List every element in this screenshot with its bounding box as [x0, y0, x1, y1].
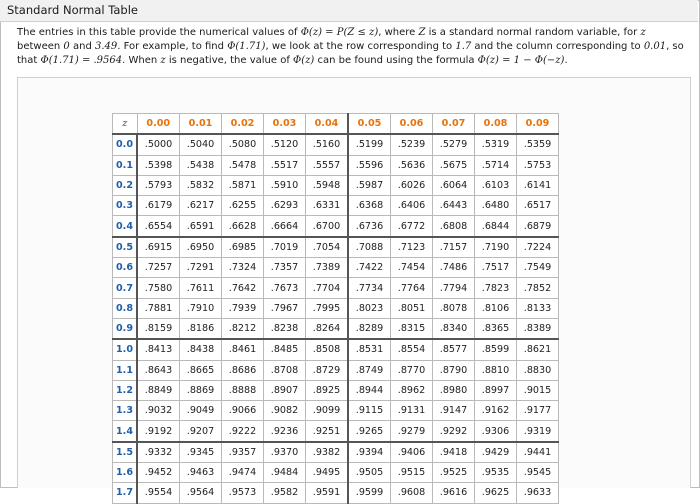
page-title: Standard Normal Table: [7, 3, 138, 17]
table-cell: .6736: [348, 216, 391, 237]
table-cell: .9131: [391, 401, 433, 421]
table-cell: .6700: [306, 216, 349, 237]
table-cell: .8790: [433, 360, 475, 380]
table-row: [113, 298, 559, 318]
table-cell: .8051: [391, 298, 433, 318]
table-row: [113, 380, 559, 400]
row-header: 0.1: [113, 155, 138, 175]
table-cell: .5239: [391, 134, 433, 155]
table-cell: .6628: [222, 216, 264, 237]
table-cell: .6293: [264, 196, 306, 216]
table-cell: .9418: [433, 442, 475, 463]
table-cell: .9505: [348, 463, 391, 483]
table-cell: .9319: [517, 421, 559, 442]
table-cell: .5832: [180, 175, 222, 195]
table-cell: .9049: [180, 401, 222, 421]
table-cell: .9306: [475, 421, 517, 442]
table-cell: .8289: [348, 318, 391, 339]
table-cell: .9032: [137, 401, 180, 421]
column-header: 0.07: [433, 114, 475, 135]
table-cell: .7422: [348, 258, 391, 278]
table-cell: .9441: [517, 442, 559, 463]
table-cell: .7995: [306, 298, 349, 318]
table-cell: .9066: [222, 401, 264, 421]
table-row: [113, 360, 559, 380]
table-row: [113, 318, 559, 339]
table-cell: .9236: [264, 421, 306, 442]
table-cell: .7088: [348, 237, 391, 258]
table-cell: .7939: [222, 298, 264, 318]
table-cell: .6368: [348, 196, 391, 216]
table-cell: .8907: [264, 380, 306, 400]
table-cell: .5675: [433, 155, 475, 175]
table-cell: .9251: [306, 421, 349, 442]
table-cell: .7580: [137, 278, 180, 298]
table-cell: .7642: [222, 278, 264, 298]
table-row: [113, 258, 559, 278]
table-cell: .9564: [180, 483, 222, 503]
table-cell: .9394: [348, 442, 391, 463]
table-cell: .8810: [475, 360, 517, 380]
table-cell: .9279: [391, 421, 433, 442]
table-cell: .8340: [433, 318, 475, 339]
table-cell: .9535: [475, 463, 517, 483]
intro-math: Φ(z) = 1 − Φ(−z): [477, 55, 565, 66]
table-row: [113, 278, 559, 298]
table-cell: .9515: [391, 463, 433, 483]
table-cell: .5793: [137, 175, 180, 195]
table-cell: .5948: [306, 175, 349, 195]
table-cell: .6808: [433, 216, 475, 237]
table-cell: .9633: [517, 483, 559, 503]
table-cell: .9616: [433, 483, 475, 503]
table-cell: .9015: [517, 380, 559, 400]
table-cell: .8212: [222, 318, 264, 339]
intro-math: 0: [63, 41, 70, 52]
table-cell: .7157: [433, 237, 475, 258]
intro-text: is a standard normal random variable, for: [425, 27, 641, 38]
intro-text: . When: [122, 55, 161, 66]
table-cell: .9525: [433, 463, 475, 483]
column-header: 0.09: [517, 114, 559, 135]
row-header: 1.1: [113, 360, 138, 380]
column-header: 0.06: [391, 114, 433, 135]
table-cell: .6179: [137, 196, 180, 216]
table-cell: .7673: [264, 278, 306, 298]
table-cell: .9406: [391, 442, 433, 463]
table-cell: .8997: [475, 380, 517, 400]
table-cell: .9115: [348, 401, 391, 421]
table-cell: .8849: [137, 380, 180, 400]
table-cell: .9495: [306, 463, 349, 483]
row-header: 0.3: [113, 196, 138, 216]
intro-text: , we look at the row corresponding to: [265, 41, 456, 52]
intro-math: Φ(1.71) = .9564: [40, 55, 123, 66]
row-header: 0.4: [113, 216, 138, 237]
table-cell: .7881: [137, 298, 180, 318]
table-cell: .8238: [264, 318, 306, 339]
intro-text: . For example, to find: [117, 41, 228, 52]
table-cell: .8944: [348, 380, 391, 400]
table-cell: .7389: [306, 258, 349, 278]
table-cell: .7764: [391, 278, 433, 298]
table-cell: .5596: [348, 155, 391, 175]
table-cell: .9222: [222, 421, 264, 442]
table-cell: .7054: [306, 237, 349, 258]
table-cell: .9357: [222, 442, 264, 463]
table-cell: .6772: [391, 216, 433, 237]
table-cell: .7704: [306, 278, 349, 298]
table-cell: .8643: [137, 360, 180, 380]
table-cell: .6103: [475, 175, 517, 195]
table-cell: .7910: [180, 298, 222, 318]
table-cell: .5040: [180, 134, 222, 155]
table-cell: .8106: [475, 298, 517, 318]
table-cell: .6554: [137, 216, 180, 237]
table-cell: .6026: [391, 175, 433, 195]
table-cell: .8830: [517, 360, 559, 380]
table-cell: .9463: [180, 463, 222, 483]
table-cell: .7794: [433, 278, 475, 298]
table-cell: .8159: [137, 318, 180, 339]
table-cell: .5636: [391, 155, 433, 175]
table-cell: .7123: [391, 237, 433, 258]
table-cell: .8078: [433, 298, 475, 318]
table-cell: .6255: [222, 196, 264, 216]
table-cell: .5120: [264, 134, 306, 155]
table-cell: .5871: [222, 175, 264, 195]
intro-text: and: [69, 41, 95, 52]
table-cell: .8770: [391, 360, 433, 380]
table-cell: .7224: [517, 237, 559, 258]
table-cell: .6064: [433, 175, 475, 195]
table-cell: .8365: [475, 318, 517, 339]
table-cell: .7517: [475, 258, 517, 278]
intro-text: is negative, the value of: [165, 55, 294, 66]
table-cell: .9382: [306, 442, 349, 463]
table-cell: .5478: [222, 155, 264, 175]
table-cell: .9591: [306, 483, 349, 503]
table-cell: .9147: [433, 401, 475, 421]
table-cell: .8888: [222, 380, 264, 400]
intro-math: Φ(z) = P(Z ≤ z): [300, 27, 379, 38]
table-cell: .5910: [264, 175, 306, 195]
table-cell: .6141: [517, 175, 559, 195]
table-cell: .9345: [180, 442, 222, 463]
intro-text: between: [17, 41, 64, 52]
table-cell: .9582: [264, 483, 306, 503]
table-row: [113, 401, 559, 421]
table-row: [113, 155, 559, 175]
table-cell: .8869: [180, 380, 222, 400]
table-cell: .6443: [433, 196, 475, 216]
table-cell: .9292: [433, 421, 475, 442]
table-cell: .5753: [517, 155, 559, 175]
table-cell: .5714: [475, 155, 517, 175]
table-cell: .9099: [306, 401, 349, 421]
table-cell: .8708: [264, 360, 306, 380]
table-cell: .6517: [517, 196, 559, 216]
table-cell: .8749: [348, 360, 391, 380]
row-header: 1.2: [113, 380, 138, 400]
table-cell: .8980: [433, 380, 475, 400]
row-header: 0.8: [113, 298, 138, 318]
table-cell: .8186: [180, 318, 222, 339]
intro-text: The entries in this table provide the numerical values of: [17, 27, 301, 38]
intro-text: , so that: [17, 41, 684, 66]
table-row: [113, 134, 559, 155]
table-cell: .8554: [391, 339, 433, 360]
standard-normal-table: [112, 113, 559, 504]
column-header: 0.04: [306, 114, 349, 135]
row-header: 1.7: [113, 483, 138, 503]
table-cell: .6985: [222, 237, 264, 258]
table-cell: .6664: [264, 216, 306, 237]
row-header: 1.4: [113, 421, 138, 442]
intro-text: , where: [378, 27, 419, 38]
table-cell: .5080: [222, 134, 264, 155]
table-cell: .8599: [475, 339, 517, 360]
intro-math: Φ(z): [293, 55, 315, 66]
table-cell: .6591: [180, 216, 222, 237]
table-cell: .9573: [222, 483, 264, 503]
table-row: [113, 237, 559, 258]
table-cell: .5438: [180, 155, 222, 175]
table-cell: .7734: [348, 278, 391, 298]
table-cell: .5517: [264, 155, 306, 175]
table-cell: .7257: [137, 258, 180, 278]
table-cell: .5398: [137, 155, 180, 175]
table-cell: .9599: [348, 483, 391, 503]
table-cell: .8485: [264, 339, 306, 360]
table-cell: .7357: [264, 258, 306, 278]
table-cell: .7549: [517, 258, 559, 278]
table-cell: .7324: [222, 258, 264, 278]
column-header: 0.00: [137, 114, 180, 135]
table-cell: .8925: [306, 380, 349, 400]
table-header-row: [113, 114, 559, 135]
row-header: 1.3: [113, 401, 138, 421]
table-cell: .9192: [137, 421, 180, 442]
table-cell: .8577: [433, 339, 475, 360]
table-cell: .8315: [391, 318, 433, 339]
table-row: [113, 339, 559, 360]
table-cell: .9545: [517, 463, 559, 483]
table-cell: .9177: [517, 401, 559, 421]
table-row: [113, 483, 559, 503]
table-cell: .7019: [264, 237, 306, 258]
table-cell: .5359: [517, 134, 559, 155]
row-header: 0.5: [113, 237, 138, 258]
row-header: 0.0: [113, 134, 138, 155]
table-cell: .5279: [433, 134, 475, 155]
table-cell: .7852: [517, 278, 559, 298]
table-cell: .8665: [180, 360, 222, 380]
table-cell: .8413: [137, 339, 180, 360]
table-cell: .8729: [306, 360, 349, 380]
intro-math: Φ(1.71): [227, 41, 266, 52]
table-row: [113, 175, 559, 195]
row-header: 1.5: [113, 442, 138, 463]
table-cell: .9554: [137, 483, 180, 503]
row-header: 1.0: [113, 339, 138, 360]
table-cell: .8508: [306, 339, 349, 360]
table-cell: .6915: [137, 237, 180, 258]
table-row: [113, 421, 559, 442]
table-cell: .8264: [306, 318, 349, 339]
table-cell: .9429: [475, 442, 517, 463]
table-cell: .8686: [222, 360, 264, 380]
column-header: 0.02: [222, 114, 264, 135]
intro-text: can be found using the formula: [314, 55, 478, 66]
intro-math: z: [160, 55, 166, 66]
table-cell: .6950: [180, 237, 222, 258]
intro-math: 1.7: [455, 41, 472, 52]
table-cell: .8133: [517, 298, 559, 318]
table-cell: .6406: [391, 196, 433, 216]
table-cell: .9082: [264, 401, 306, 421]
intro-math: 3.49: [94, 41, 118, 52]
table-cell: .8621: [517, 339, 559, 360]
table-cell: .6480: [475, 196, 517, 216]
intro-math: Z: [418, 27, 426, 38]
table-cell: .9332: [137, 442, 180, 463]
table-cell: .7823: [475, 278, 517, 298]
z-corner-label: z: [113, 114, 138, 135]
table-cell: .5000: [137, 134, 180, 155]
table-cell: .9625: [475, 483, 517, 503]
table-cell: .9484: [264, 463, 306, 483]
table-cell: .7190: [475, 237, 517, 258]
table-cell: .8438: [180, 339, 222, 360]
table-cell: .5160: [306, 134, 349, 155]
table-cell: .9608: [391, 483, 433, 503]
table-cell: .9265: [348, 421, 391, 442]
table-cell: .6217: [180, 196, 222, 216]
row-header: 0.7: [113, 278, 138, 298]
table-row: [113, 442, 559, 463]
row-header: 0.6: [113, 258, 138, 278]
table-cell: .5319: [475, 134, 517, 155]
table-cell: .7454: [391, 258, 433, 278]
table-cell: .7291: [180, 258, 222, 278]
table-cell: .8962: [391, 380, 433, 400]
table-cell: .6844: [475, 216, 517, 237]
table-cell: .6331: [306, 196, 349, 216]
intro-math: z: [640, 27, 646, 38]
table-cell: .8531: [348, 339, 391, 360]
table-cell: .9207: [180, 421, 222, 442]
table-cell: .8023: [348, 298, 391, 318]
column-header: 0.03: [264, 114, 306, 135]
table-cell: .7967: [264, 298, 306, 318]
table-cell: .5987: [348, 175, 391, 195]
row-header: 0.2: [113, 175, 138, 195]
table-cell: .8389: [517, 318, 559, 339]
intro-text: and the column corresponding to: [471, 41, 644, 52]
intro-text: .: [564, 55, 568, 66]
table-cell: .7486: [433, 258, 475, 278]
row-header: 1.6: [113, 463, 138, 483]
table-cell: .8461: [222, 339, 264, 360]
title-bar: [0, 0, 698, 22]
table-cell: .9162: [475, 401, 517, 421]
column-header: 0.05: [348, 114, 391, 135]
table-cell: .9474: [222, 463, 264, 483]
table-cell: .9452: [137, 463, 180, 483]
column-header: 0.01: [180, 114, 222, 135]
intro-math: 0.01: [643, 41, 667, 52]
table-row: [113, 216, 559, 237]
table-cell: .9370: [264, 442, 306, 463]
column-header: 0.08: [475, 114, 517, 135]
table-cell: .7611: [180, 278, 222, 298]
row-header: 0.9: [113, 318, 138, 339]
intro-paragraph: [17, 26, 689, 68]
table-cell: .6879: [517, 216, 559, 237]
table-row: [113, 196, 559, 216]
table-cell: .5199: [348, 134, 391, 155]
table-cell: .5557: [306, 155, 349, 175]
table-row: [113, 463, 559, 483]
